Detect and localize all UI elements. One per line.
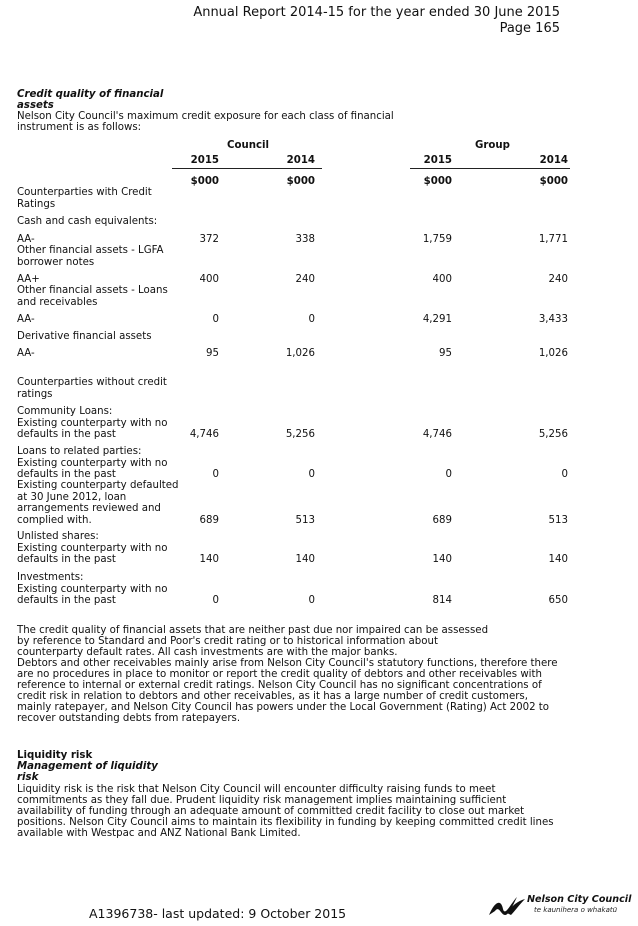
row-value: 4,291	[422, 314, 452, 325]
row-label-line: Existing counterparty with no	[17, 417, 168, 429]
credit-paragraph-line: Debtors and other receivables mainly arise from Nelson City Council's statutory functions, therefore there	[17, 658, 558, 669]
row-value: 95	[439, 348, 452, 359]
row-label-line: Existing counterparty with no	[17, 583, 168, 595]
row-value: 1,771	[538, 234, 568, 245]
row-value: 0	[308, 469, 315, 481]
row-label-line: Existing counterparty with no	[17, 457, 168, 469]
document-reference: A1396738- last updated: 9 October 2015	[89, 906, 347, 921]
credit-paragraph-line: The credit quality of financial assets that are neither past due nor impaired can be assessed	[17, 625, 489, 636]
row-value: 140	[199, 554, 219, 566]
credit-paragraph-line: mainly ratepayer, and Nelson City Council has powers under the Local Government (Rating) Act 2002 to	[17, 702, 550, 713]
row-label-line: Loans to related parties:	[17, 446, 142, 457]
row-value: 5,256	[285, 429, 315, 441]
row-label-line: Existing counterparty defaulted	[17, 480, 179, 491]
row-value: 814	[432, 595, 452, 607]
liquidity-paragraph-line: Liquidity risk is the risk that Nelson City Council will encounter difficulty raising funds to meet	[17, 784, 496, 795]
row-label-line: defaults in the past	[17, 595, 116, 607]
council-header: Council	[227, 140, 270, 151]
row-label-line: at 30 June 2012, loan	[17, 491, 127, 503]
row-value: 0	[212, 314, 219, 325]
row-value: 5,256	[538, 429, 568, 441]
row-label-line: Investments:	[17, 572, 84, 583]
row-label-line: ratings	[17, 388, 53, 400]
credit-paragraph-line: counterparty default rates. All cash investments are with the major banks.	[17, 647, 398, 658]
liquidity-paragraph-line: commitments as they fall due. Prudent liquidity risk management implies maintaining sufficient	[17, 795, 507, 806]
row-value: 140	[548, 554, 568, 566]
year-group-2015: 2015	[423, 155, 452, 166]
row-value: 0	[212, 469, 219, 481]
row-value: 338	[295, 234, 315, 245]
row-label-line: complied with.	[17, 514, 92, 526]
row-label-line: Derivative financial assets	[17, 331, 152, 342]
credit-paragraph-line: recover outstanding debts from ratepayers.	[17, 713, 241, 724]
section-intro-line1: Nelson City Council's maximum credit exposure for each class of financial	[17, 111, 394, 122]
unit-group-2015: $000	[423, 176, 452, 187]
liquidity-paragraph-line: positions. Nelson City Council aims to maintain its flexibility in funding by keeping committed credit lines	[17, 817, 554, 828]
section-intro-line2: instrument is as follows:	[17, 122, 142, 133]
row-value: 3,433	[538, 314, 568, 325]
row-value: 240	[548, 274, 568, 285]
row-label-line: Existing counterparty with no	[17, 542, 168, 554]
row-value: 513	[548, 514, 568, 526]
row-value: 4,746	[422, 429, 452, 441]
unit-council-2014: $000	[286, 176, 315, 187]
group-rule	[410, 168, 570, 169]
row-label-line: arrangements reviewed and	[17, 503, 161, 515]
row-label-line: defaults in the past	[17, 429, 116, 441]
row-value: 1,026	[538, 348, 568, 359]
row-label-line: defaults in the past	[17, 554, 116, 566]
logo-name: Nelson City Council	[527, 894, 632, 905]
row-label-line: Unlisted shares:	[17, 531, 99, 542]
year-group-2014: 2014	[539, 155, 568, 166]
row-value: 0	[561, 469, 568, 481]
group-header: Group	[475, 140, 510, 151]
row-value: 400	[199, 274, 219, 285]
row-value: 1,026	[285, 348, 315, 359]
page-number: Page 165	[499, 21, 560, 36]
council-logo	[487, 893, 632, 919]
row-label-line: AA-	[17, 348, 35, 359]
section-title-line1: Credit quality of financial	[17, 89, 164, 100]
row-value: 95	[206, 348, 219, 359]
row-label-line: AA-	[17, 234, 35, 245]
unit-council-2015: $000	[190, 176, 219, 187]
report-title: Annual Report 2014-15 for the year ended 30 June 2015	[193, 5, 560, 20]
row-label-line: Community Loans:	[17, 406, 113, 417]
liquidity-heading: Liquidity risk	[17, 750, 93, 761]
unit-group-2014: $000	[539, 176, 568, 187]
logo-tagline: te kaunihera o whakatū	[534, 906, 618, 914]
row-label-line: Counterparties without credit	[17, 377, 167, 388]
row-value: 140	[295, 554, 315, 566]
row-label-line: AA+	[17, 274, 40, 285]
credit-paragraph-line: by reference to Standard and Poor's credit rating or to historical information about	[17, 636, 438, 647]
row-label-line: Ratings	[17, 198, 56, 210]
liquidity-paragraph-line: availability of funding through an adequate amount of committed credit facility to close out market	[17, 806, 525, 817]
row-value: 0	[308, 595, 315, 607]
row-value: 650	[548, 595, 568, 607]
liquidity-subheading-line2: risk	[17, 772, 39, 783]
liquidity-paragraph-line: available with Westpac and ANZ National Bank Limited.	[17, 828, 301, 839]
row-value: 0	[445, 469, 452, 481]
row-value: 4,746	[189, 429, 219, 441]
row-value: 0	[212, 595, 219, 607]
credit-paragraph-line: reference to internal or external credit ratings. Nelson City Council has no significant concentrations of	[17, 680, 542, 691]
row-value: 400	[432, 274, 452, 285]
row-value: 140	[432, 554, 452, 566]
row-value: 689	[432, 514, 452, 526]
row-label-line: Other financial assets - Loans	[17, 285, 168, 296]
row-value: 1,759	[422, 234, 452, 245]
row-label-line: borrower notes	[17, 256, 95, 268]
year-council-2015: 2015	[190, 155, 219, 166]
council-rule	[172, 168, 322, 169]
credit-paragraph-line: credit risk in relation to debtors and other receivables, as it has a large number of credit customers,	[17, 691, 528, 702]
year-council-2014: 2014	[286, 155, 315, 166]
row-value: 372	[199, 234, 219, 245]
row-label-line: Counterparties with Credit	[17, 187, 152, 198]
row-label-line: Cash and cash equivalents:	[17, 216, 158, 227]
row-value: 240	[295, 274, 315, 285]
section-title-line2: assets	[17, 100, 54, 111]
row-label-line: Other financial assets - LGFA	[17, 245, 164, 256]
row-label-line: and receivables	[17, 296, 98, 308]
row-label-line: AA-	[17, 314, 35, 325]
credit-paragraph-line: are no procedures in place to monitor or report the credit quality of debtors and other receivables with	[17, 669, 542, 680]
liquidity-subheading-line1: Management of liquidity	[17, 761, 158, 772]
row-value: 0	[308, 314, 315, 325]
row-label-line: defaults in the past	[17, 469, 116, 481]
row-value: 513	[295, 514, 315, 526]
council-logo-mark-icon	[487, 893, 527, 919]
row-value: 689	[199, 514, 219, 526]
